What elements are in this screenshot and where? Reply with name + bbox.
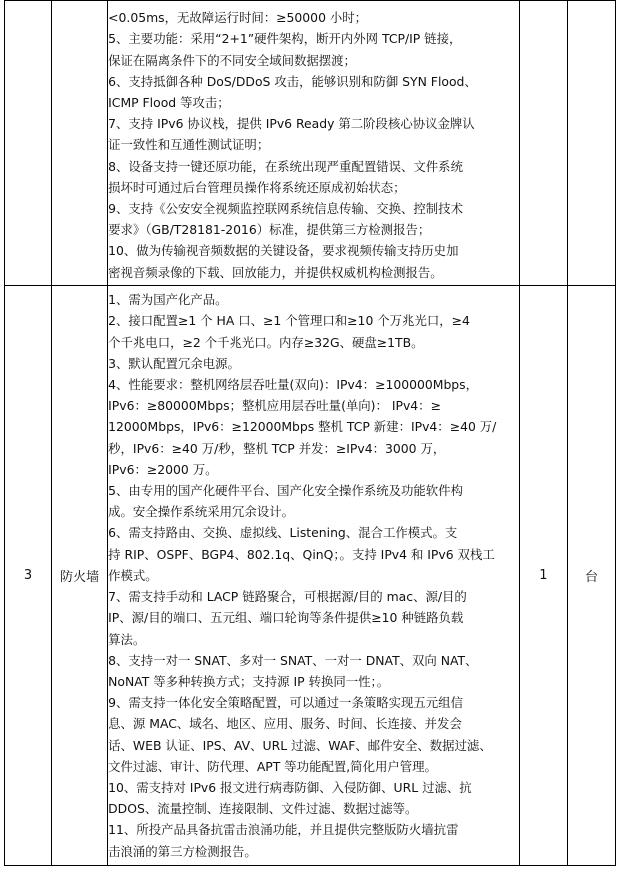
spec-line: 个千兆电口，≥2 个千兆光口。内存≥32G、硬盘≥1TB。 [108,334,424,350]
spec-line: DDOS、流量控制、连接限制、文件过滤、数据过滤等。 [108,801,418,817]
spec-line: IP、源/目的端口、五元组、端口轮询等条件提供≥10 种链路负载 [108,610,464,626]
quantity-cell [519,1,567,286]
spec-line: 1、需为国产化产品。 [108,292,228,308]
spec-cell [108,1,520,286]
spec-line: <0.05ms，无故障运行时间：≥50000 小时； [108,10,368,26]
spec-line: IPv6：≥2000 万。 [108,461,218,477]
unit-cell [567,1,615,286]
spec-line: 算法。 [108,631,146,647]
item-number-cell [5,1,52,286]
spec-line: 11、所投产品具备抗雷击浪涌功能，并且提供完整版防火墙抗雷 [108,822,459,838]
spec-table [4,0,616,866]
spec-line: 密视音频录像的下载、回放能力，并提供权威机构检测报告。 [108,264,443,280]
unit-cell: 台 [567,286,615,866]
quantity-cell: 1 [519,286,567,866]
spec-line: 成。安全操作系统采用冗余设计。 [108,504,294,520]
spec-line: 保证在隔离条件下的不同安全域间数据摆渡； [108,52,356,68]
spec-line: 损坏时可通过后台管理员操作将系统还原成初始状态； [108,179,406,195]
spec-line: 5、由专用的国产化硬件平台、国产化安全操作系统及功能软件构 [108,483,463,499]
spec-line: 作模式。 [108,567,158,583]
spec-line: 息、源 MAC、域名、地区、应用、服务、时间、长连接、并发会 [108,716,462,732]
spec-line: IPv6：≥80000Mbps；整机应用层吞吐量(单向)： IPv4：≥ [108,398,441,414]
spec-line: 6、需支持路由、交换、虚拟线、Listening、混合工作模式。支 [108,525,458,541]
spec-line: 7、支持 IPv6 协议栈，提供 IPv6 Ready 第二阶段核心协议金牌认 [108,116,475,132]
spec-line: 10、需支持对 IPv6 报文进行病毒防御、入侵防御、URL 过滤、抗 [108,779,472,795]
spec-line: NoNAT 等多种转换方式；支持源 IP 转换同一性；。 [108,673,390,689]
table-row [5,1,616,286]
spec-line: 9、需支持一体化安全策略配置，可以通过一条策略实现五元组信 [108,695,463,711]
spec-line: 要求》（GB/T28181-2016）标准，提供第三方检测报告； [108,222,431,238]
spec-line: 6、支持抵御各种 DoS/DDoS 攻击，能够识别和防御 SYN Flood、 [108,73,477,89]
spec-line: 10、做为传输视音频数据的关键设备，要求视频传输支持历史加 [108,243,459,259]
spec-line: 5、主要功能：采用“2+1”硬件架构，断开内外网 TCP/IP 链接， [108,31,462,47]
spec-line: 持 RIP、OSPF、BGP4、802.1q、QinQ；。支持 IPv4 和 IPv6 双栈工 [108,546,495,562]
spec-line: 12000Mbps，IPv6：≥12000Mbps 整机 TCP 新建：IPv4：≥40 万/ [108,419,497,435]
spec-line: 证一致性和互通性测试证明； [108,137,270,153]
spec-line: 文件过滤、审计、防代理、APT 等功能配置,简化用户管理。 [108,758,437,774]
spec-line: 8、支持一对一 SNAT、多对一 SNAT、一对一 DNAT、双向 NAT、 [108,652,478,668]
spec-line: 2、接口配置≥1 个 HA 口、≥1 个管理口和≥10 个万兆光口，≥4 [108,313,470,329]
spec-line: 秒，IPv6：≥40 万/秒，整机 TCP 并发：≥IPv4：3000 万， [108,440,446,456]
spec-line: 4、性能要求：整机网络层吞吐量(双向)：IPv4：≥100000Mbps， [108,377,479,393]
item-name-cell [52,1,108,286]
spec-line: 8、设备支持一键还原功能，在系统出现严重配置错误、文件系统 [108,158,463,174]
item-name-cell: 防火墙 [52,286,108,866]
table-row [5,286,616,866]
spec-line: 击浪涌的第三方检测报告。 [108,843,257,859]
item-number-cell: 3 [5,286,52,866]
spec-line: 9、支持《公安安全视频监控联网系统信息传输、交换、控制技术 [108,201,463,216]
spec-line: ICMP Flood 等攻击； [108,94,230,110]
spec-line: 7、需支持手动和 LACP 链路聚合，可根据源/目的 mac、源/目的 [108,589,467,605]
spec-line: 3、默认配置冗余电源。 [108,355,240,371]
spec-cell [108,286,520,866]
spec-line: 话、WEB 认证、IPS、AV、URL 过滤、WAF、邮件安全、数据过滤、 [108,737,492,753]
